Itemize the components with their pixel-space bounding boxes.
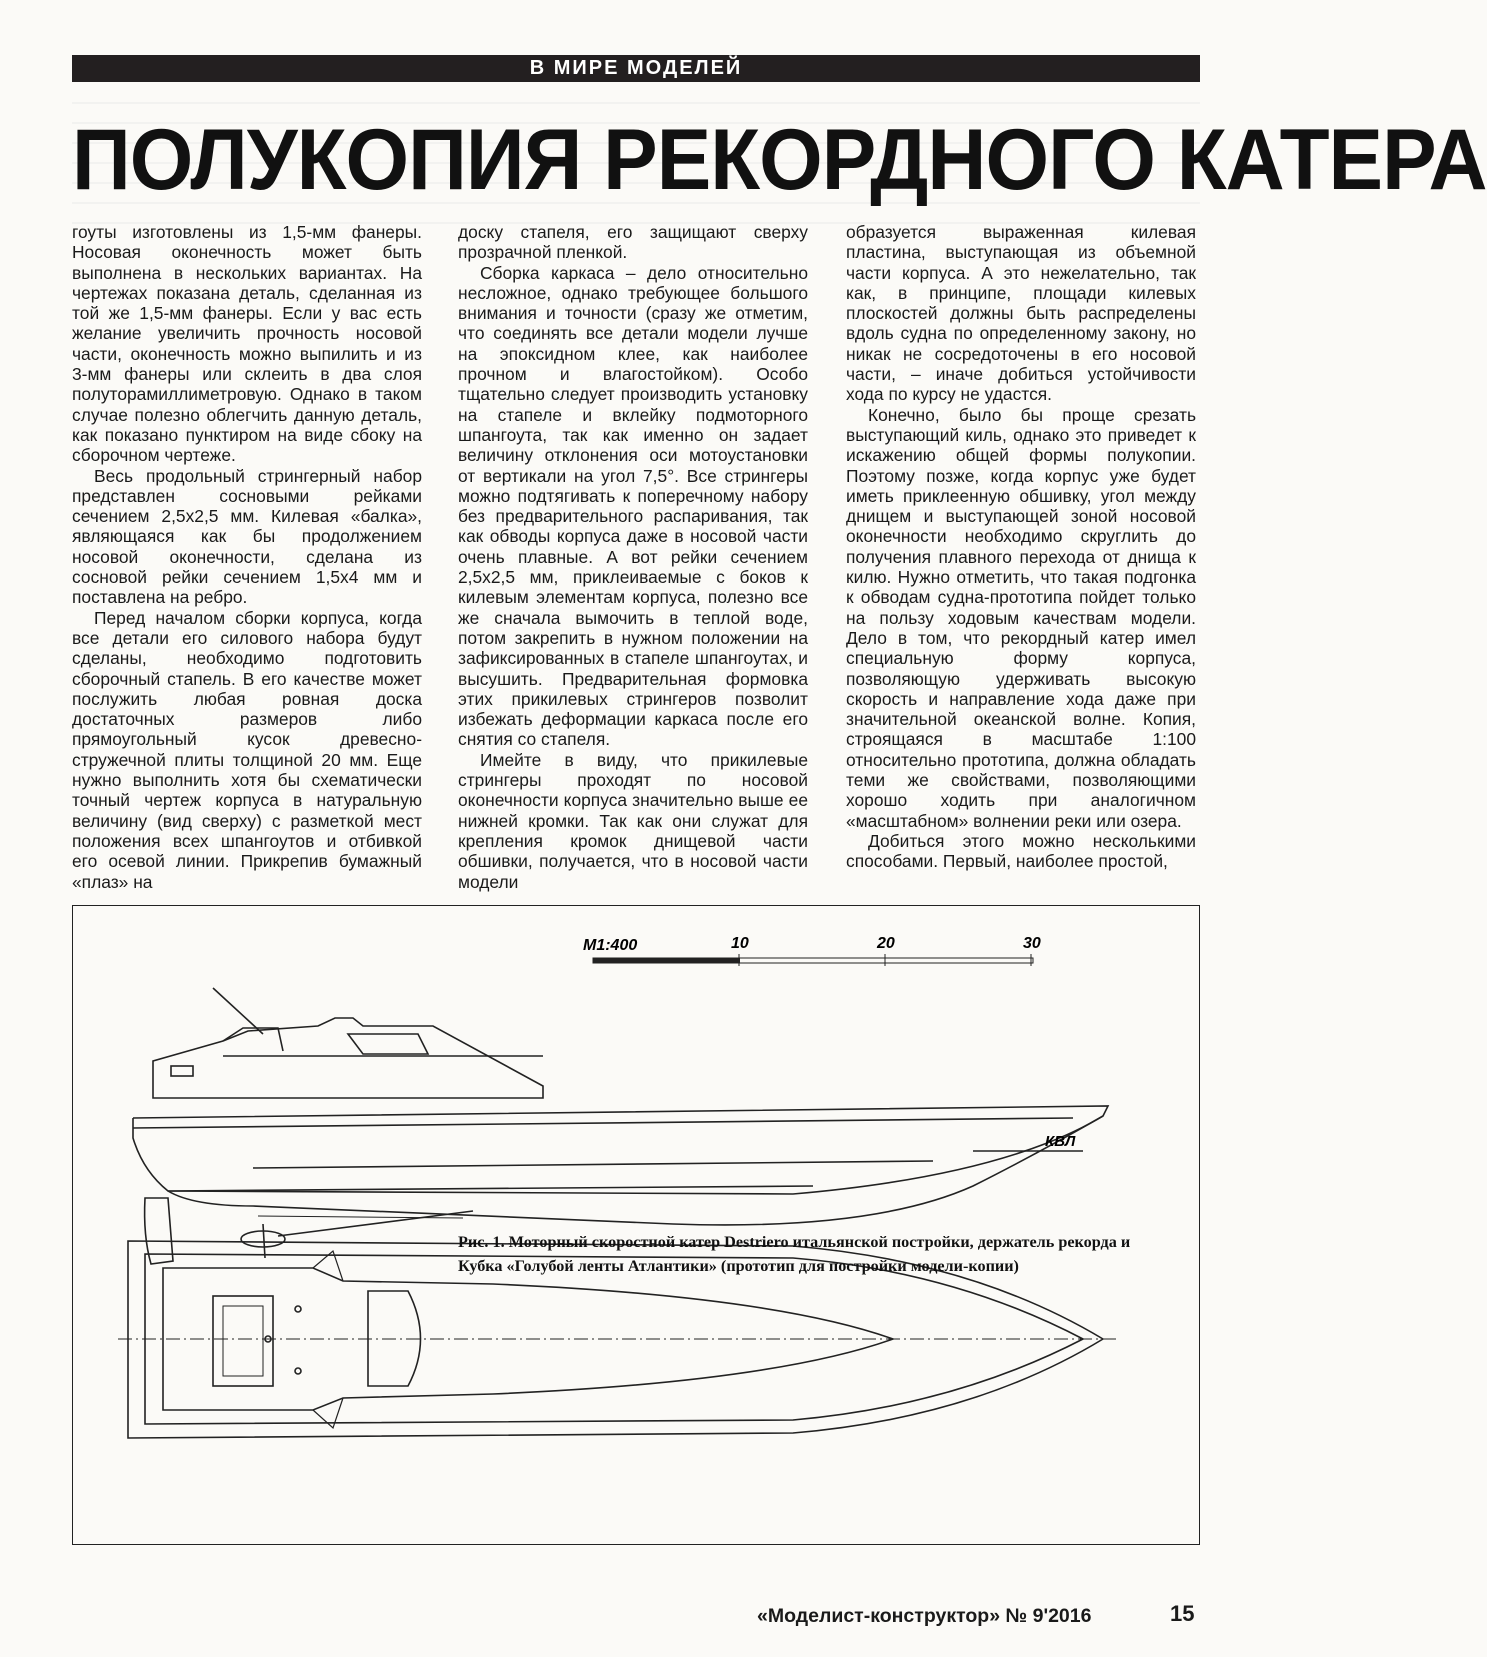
section-rubric	[72, 55, 1200, 82]
figure-frame	[72, 905, 1200, 1545]
text-column-1	[72, 222, 422, 892]
page-number: 15	[1170, 1601, 1195, 1626]
superstructure-outline	[153, 1018, 543, 1098]
paragraph: Сборка каркаса – дело относительно несложное, однако требующее большого внимания и точности (сразу же отметим, что соединять все детали модели лучше на эпоксидном клее, как наиболее прочном и влагостойком). Особо тщательно следует производить установку на стапеле и вклейку подмоторного шпангоута, так как именно он задает величину отклонения оси мотоустановки от вертикали на угол 7,5°. Все стрингеры можно подтягивать к поперечному набору без предварительного распаривания, так как обводы корпуса даже в носовой части очень плавные. А вот рейки сечением 2,5х2,5 мм, приклеиваемые с боков к килевым элементам корпуса, полезно все же сначала вымочить в теплой воде, потом закрепить в нужном положении на зафиксированных в стапеле шпангоутах, и высушить. Предварительная формовка этих прикилевых стрингеров позволит избежать деформации каркаса после его снятия со стапеля.	[458, 262, 808, 750]
paragraph: Имейте в виду, что прикилевые стрингеры проходят по носовой оконечности корпуса значительно выше ее нижней кромки. Так как они служат для крепления кромок днищевой части обшивки, получается, что в носовой части модели	[458, 749, 808, 892]
cabin-window	[348, 1034, 428, 1054]
scale-label: М1:400	[583, 937, 638, 954]
paragraph: Весь продольный стрингерный набор представлен сосновыми рейками сечением 2,5х2,5 мм. Килевая «балка», являющаяся как бы продолжением носовой оконечности, сделана из сосновой рейки сечением 1,5х4 мм и поставлена на ребро.	[72, 465, 422, 608]
hull-bottom	[168, 1116, 1103, 1225]
paragraph: гоуты изготовлены из 1,5-мм фанеры. Носовая оконечность может быть выполнена в нескольких вариантах. На чертежах показана деталь, сделанная из той же 1,5-мм фанеры. Если у вас есть желание увеличить прочность носовой части, оконечность можно выпилить и из 3-мм фанеры или склеить в два слоя полуторамиллиметровую. Однако в таком случае полезно облегчить данную деталь, как показано пунктиром на виде сбоку на сборочном чертеже.	[72, 222, 422, 466]
paragraph: Добиться этого можно несколькими способами. Первый, наиболее простой,	[846, 830, 1196, 872]
paragraph: Перед началом сборки корпуса, когда все детали его силового набора будут сделаны, необходимо подготовить сборочный стапель. В его качестве может послужить любая ровная доска достаточных размеров либо прямоугольный кусок древесно-стружечной плиты толщиной 20 мм. Еще нужно выполнить хотя бы схематически точный чертеж корпуса в натуральную величину (вид сверху) с разметкой мест положения всех шпангоутов и отбивкой его осевой линии. Прикрепив бумажный «плаз» на	[72, 607, 422, 892]
article-title: ПОЛУКОПИЯ РЕКОРДНОГО КАТЕРА	[72, 112, 1487, 208]
rubric-label: В МИРЕ МОДЕЛЕЙ	[529, 57, 743, 79]
figure-caption: Рис. 1. Моторный скоростной катер Destriero итальянской постройки, держатель рекорда и Кубка «Голубой ленты Атлантики» (прототип для постройки модели-копии)	[458, 1233, 1131, 1275]
paragraph: Конечно, было бы проще срезать выступающий киль, однако это приведет к искажению общей формы полукопии. Поэтому позже, когда корпус уже будет иметь приклеенную обшивку, угол между днищем и выступающей зоной носовой оконечности необходимо скруглить до получения плавного перехода от днища к килю. Нужно отметить, что такая подгонка к обводам судна-прототипа пойдет только на пользу ходовым качествам модели. Дело в том, что рекордный катер имел специальную форму корпуса, позволяющую удерживать высокую скорость и направление хода даже при значительной океанской волне. Копия, строящаяся в масштабе 1:100 относительно прототипа, должна обладать теми же свойствами, позволяющими хорошо ходить при аналогичном «масштабном» волнении реки или озера.	[846, 404, 1196, 831]
scale-bar	[583, 935, 1041, 966]
spray-rail	[253, 1161, 933, 1168]
deck-hatch	[213, 1296, 273, 1386]
antenna-line	[213, 988, 263, 1034]
scale-tick-label: 10	[731, 935, 749, 952]
journal-name: «Моделист-конструктор» № 9'2016	[757, 1605, 1092, 1627]
side-window	[171, 1066, 193, 1076]
boat-drawing	[73, 906, 1198, 1543]
waterline-label: КВЛ	[1045, 1133, 1076, 1150]
scale-tick-label: 30	[1023, 935, 1041, 952]
text-column-2	[458, 222, 808, 892]
text-column-3	[846, 222, 1196, 872]
propeller-shaft	[278, 1211, 473, 1236]
paragraph: доску стапеля, его защищают сверху прозрачной пленкой.	[458, 222, 808, 263]
scale-tick-label: 20	[877, 935, 895, 952]
paragraph: образуется выраженная килевая пластина, выступающая из объемной части корпуса. А это нежелательно, так как, в принципе, площади килевых плоскостей должны быть распределены вдоль судна по определенному закону, но никак не сосредоточены в его носовой части, – иначе добиться устойчивости хода по курсу не удастся.	[846, 222, 1196, 405]
